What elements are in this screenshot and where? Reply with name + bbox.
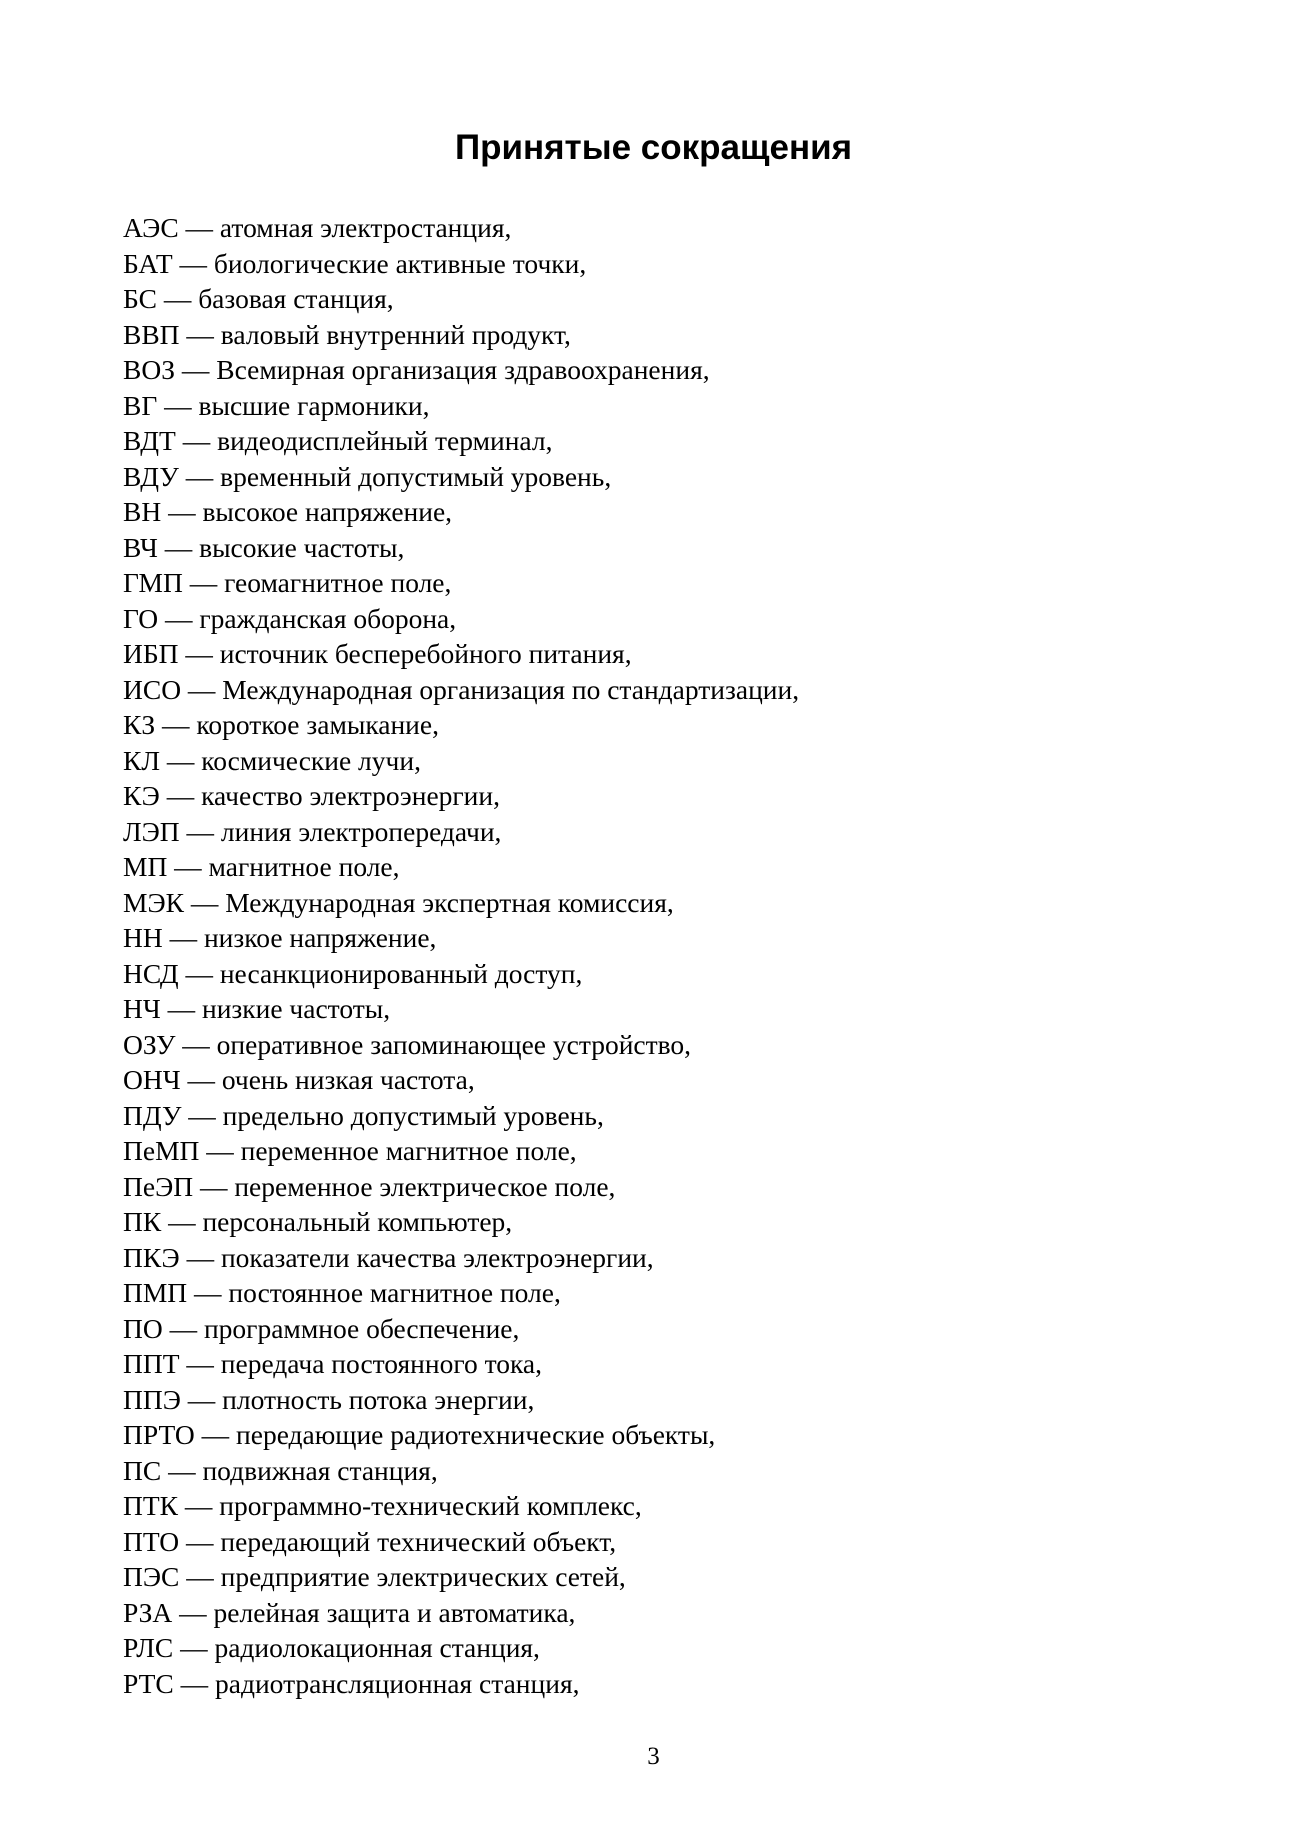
list-item: ПТО — передающий технический объект, <box>123 1525 617 1557</box>
list-item: ИБП — источник бесперебойного питания, <box>123 638 632 669</box>
list-item: РЗА — релейная защита и автоматика, <box>123 1596 576 1628</box>
list-item: ВОЗ — Всемирная организация здравоохранения, <box>123 354 710 385</box>
list-item: ЛЭП — линия электропередачи, <box>123 815 502 847</box>
list-item: ВДУ — временный допустимый уровень, <box>123 460 612 492</box>
list-item: ПеЭП — переменное электрическое поле, <box>123 1170 616 1202</box>
list-item: ПТК — программно-технический комплекс, <box>123 1490 642 1521</box>
list-item: ПМП — постоянное магнитное поле, <box>123 1277 561 1308</box>
page-title: Принятые сокращения <box>454 128 853 167</box>
list-item: РЛС — радиолокационная станция, <box>123 1632 540 1663</box>
list-item: ППЭ — плотность потока энергии, <box>123 1383 535 1415</box>
list-item: АЭС — атомная электростанция, <box>123 212 512 243</box>
list-item: ИСО — Международная организация по стандартизации, <box>123 673 800 705</box>
list-item: ПО — программное обеспечение, <box>123 1312 520 1344</box>
list-item: НН — низкое напряжение, <box>123 922 437 953</box>
page-number: 3 <box>647 1743 660 1770</box>
list-item: ВН — высокое напряжение, <box>123 496 453 527</box>
list-item: ОЗУ — оперативное запоминающее устройство, <box>123 1028 692 1060</box>
list-item: ВГ — высшие гармоники, <box>123 389 430 421</box>
list-item: КЗ — короткое замыкание, <box>123 709 439 740</box>
list-item: ПРТО — передающие радиотехнические объекты, <box>123 1419 716 1450</box>
list-item: МП — магнитное поле, <box>123 851 400 882</box>
list-item: ГМП — геомагнитное поле, <box>123 567 452 598</box>
list-item: КЭ — качество электроэнергии, <box>123 780 500 811</box>
list-item: ПС — подвижная станция, <box>123 1454 438 1486</box>
list-item: ПДУ — предельно допустимый уровень, <box>123 1099 604 1131</box>
list-item: ПЭС — предприятие электрических сетей, <box>123 1561 626 1592</box>
list-item: ПеМП — переменное магнитное поле, <box>123 1135 577 1166</box>
list-item: ВЧ — высокие частоты, <box>123 531 405 563</box>
list-item: НСД — несанкционированный доступ, <box>123 957 583 989</box>
list-item: ПКЭ — показатели качества электроэнергии, <box>123 1241 654 1273</box>
list-item: НЧ — низкие частоты, <box>123 993 391 1024</box>
abbreviation-list <box>123 210 799 1701</box>
list-item: ГО — гражданская оборона, <box>123 602 457 634</box>
list-item: ПК — персональный компьютер, <box>123 1206 513 1237</box>
list-item: ППТ — передача постоянного тока, <box>123 1348 543 1379</box>
list-item: БАТ — биологические активные точки, <box>123 247 587 279</box>
list-item: КЛ — космические лучи, <box>123 744 421 776</box>
list-item: РТС — радиотрансляционная станция, <box>123 1667 580 1699</box>
list-item: МЭК — Международная экспертная комиссия, <box>123 886 674 918</box>
list-item: ВДТ — видеодисплейный терминал, <box>123 425 553 456</box>
list-item: БС — базовая станция, <box>123 283 394 314</box>
list-item: ВВП — валовый внутренний продукт, <box>123 318 571 350</box>
list-item: ОНЧ — очень низкая частота, <box>123 1064 475 1095</box>
